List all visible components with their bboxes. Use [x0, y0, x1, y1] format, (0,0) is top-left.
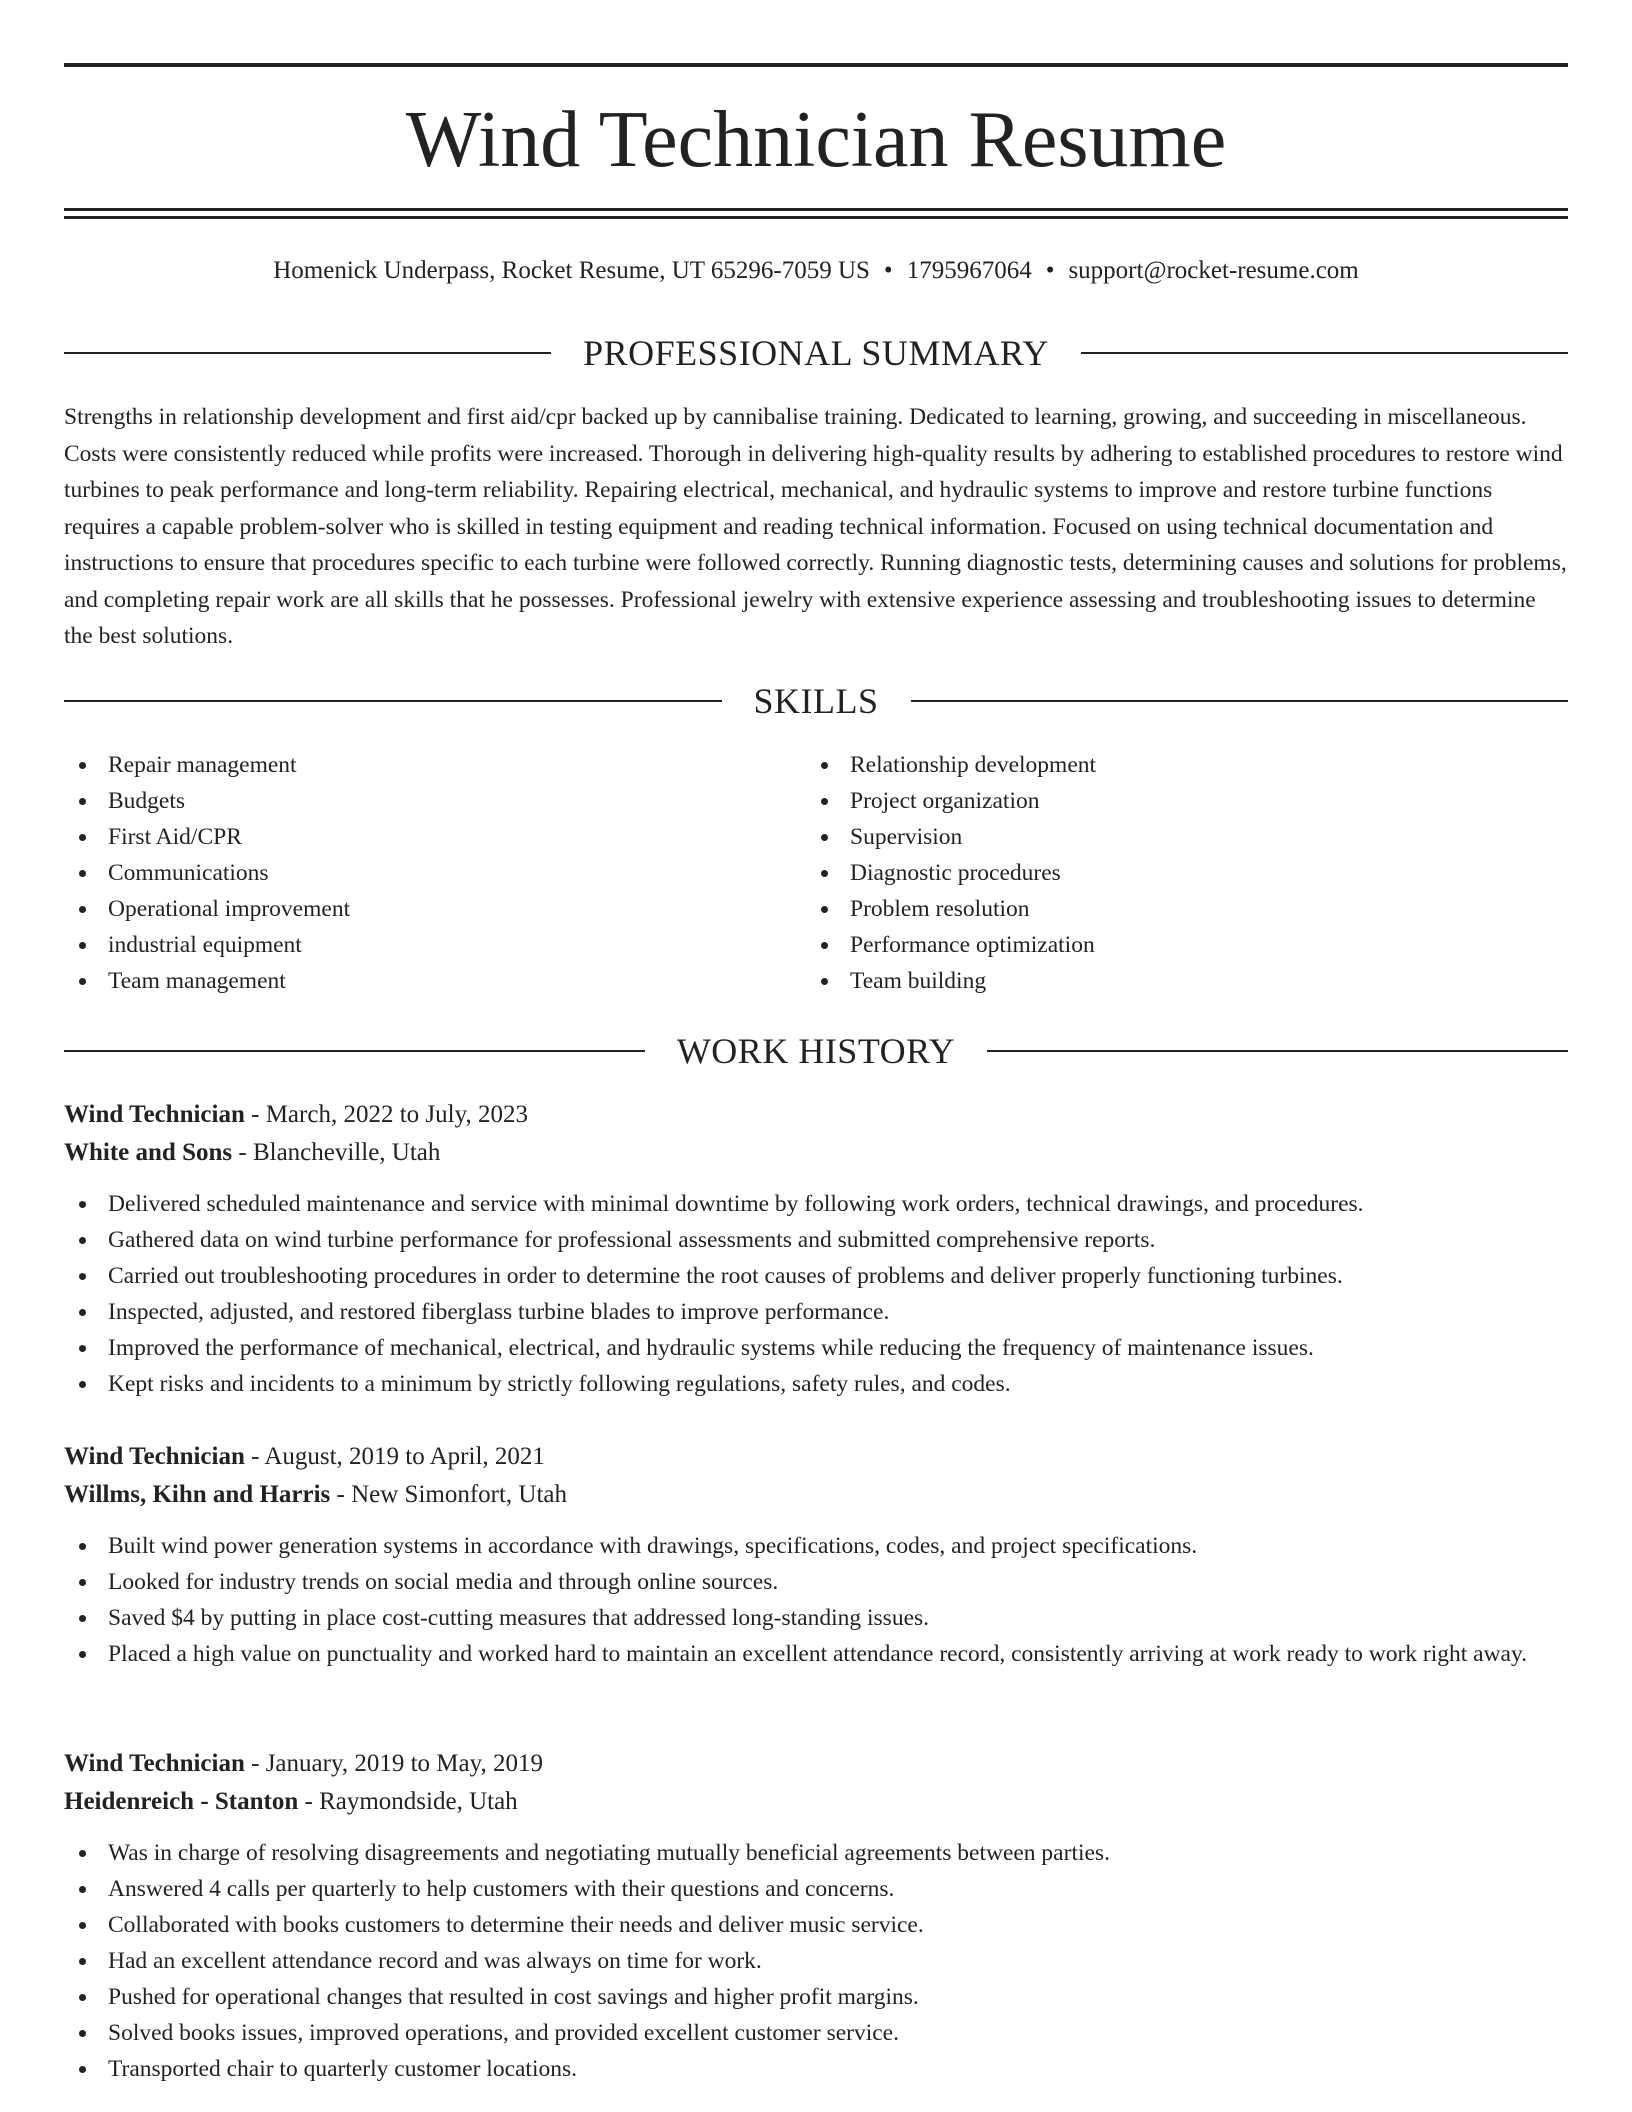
job-bullet: Answered 4 calls per quarterly to help customers with their questions and concerns.	[64, 1871, 1568, 1907]
work-history-heading	[64, 1029, 1568, 1073]
contact-email: support@rocket-resume.com	[1068, 257, 1359, 284]
summary-heading	[64, 331, 1568, 375]
heading-rule-right	[987, 1050, 1568, 1052]
resume-title: Wind Technician Resume	[405, 96, 1227, 184]
skills-heading-label: SKILLS	[753, 681, 879, 721]
job-dates: - March, 2022 to July, 2023	[244, 1101, 528, 1128]
job-title-line	[64, 1096, 1568, 1134]
job-bullet: Carried out troubleshooting procedures in order to determine the root causes of problems and deliver properly functioning turbines.	[64, 1258, 1568, 1294]
job-bullet: Had an excellent attendance record and was always on time for work.	[64, 1943, 1568, 1979]
summary-heading-label: PROFESSIONAL SUMMARY	[583, 333, 1049, 373]
job-title: Wind Technician	[64, 1750, 245, 1777]
job-title: Wind Technician	[64, 1101, 245, 1128]
skill-item: Communications	[64, 855, 806, 891]
skills-column-right	[806, 747, 1548, 999]
skills-heading	[64, 679, 1568, 723]
skill-item: Project organization	[806, 783, 1548, 819]
job-bullet: Was in charge of resolving disagreements and negotiating mutually beneficial agreements between parties.	[64, 1835, 1568, 1871]
skill-item: industrial equipment	[64, 927, 806, 963]
skill-item: Repair management	[64, 747, 806, 783]
skills-column-left	[64, 747, 806, 999]
heading-rule-left	[64, 700, 722, 702]
job-company-line	[64, 1134, 1568, 1172]
job-location: - Raymondside, Utah	[298, 1788, 518, 1815]
job-bullet: Collaborated with books customers to determine their needs and deliver music service.	[64, 1907, 1568, 1943]
skill-item: Team building	[806, 963, 1548, 999]
job-entry	[64, 1096, 1568, 1402]
job-company: Willms, Kihn and Harris	[64, 1481, 331, 1508]
job-bullet: Pushed for operational changes that resulted in cost savings and higher profit margins.	[64, 1979, 1568, 2015]
job-bullet: Solved books issues, improved operations, and provided excellent customer service.	[64, 2015, 1568, 2051]
skill-item: Supervision	[806, 819, 1548, 855]
work-history-heading-label: WORK HISTORY	[676, 1031, 956, 1071]
contact-separator: •	[883, 257, 893, 284]
job-location: - Blancheville, Utah	[232, 1139, 441, 1166]
skill-item: Team management	[64, 963, 806, 999]
heading-rule-right	[1081, 352, 1568, 354]
job-bullet: Built wind power generation systems in accordance with drawings, specifications, codes, and project specifications.	[64, 1528, 1568, 1564]
skill-item: Diagnostic procedures	[806, 855, 1548, 891]
job-dates: - August, 2019 to April, 2021	[244, 1443, 545, 1470]
top-rule	[64, 63, 1568, 67]
skill-item: Budgets	[64, 783, 806, 819]
job-bullet: Placed a high value on punctuality and worked hard to maintain an excellent attendance record, consistently arriving at work ready to work right away.	[64, 1636, 1568, 1672]
job-bullet: Saved $4 by putting in place cost-cutting measures that addressed long-standing issues.	[64, 1600, 1568, 1636]
job-dates: - January, 2019 to May, 2019	[244, 1750, 543, 1777]
job-entry	[64, 1745, 1568, 2087]
job-bullets	[64, 1186, 1568, 1402]
job-company-line	[64, 1783, 1568, 1821]
job-bullets	[64, 1835, 1568, 2087]
contact-line	[64, 253, 1568, 289]
title-rule-lower	[64, 216, 1568, 219]
job-title: Wind Technician	[64, 1443, 245, 1470]
job-bullet: Inspected, adjusted, and restored fiberglass turbine blades to improve performance.	[64, 1294, 1568, 1330]
contact-separator: •	[1045, 257, 1055, 284]
job-bullet: Looked for industry trends on social media and through online sources.	[64, 1564, 1568, 1600]
contact-phone: 1795967064	[906, 257, 1032, 284]
job-bullet: Gathered data on wind turbine performance for professional assessments and submitted comprehensive reports.	[64, 1222, 1568, 1258]
job-title-line	[64, 1745, 1568, 1783]
job-company-line	[64, 1476, 1568, 1514]
contact-address: Homenick Underpass, Rocket Resume, UT 65296-7059 US	[273, 257, 870, 284]
job-bullet: Kept risks and incidents to a minimum by strictly following regulations, safety rules, and codes.	[64, 1366, 1568, 1402]
summary-text: Strengths in relationship development and first aid/cpr backed up by cannibalise training. Dedicated to learning, growing, and succeeding in miscellaneous. Costs were consistently reduced while profits were increased. Thorough in delivering high-quality results by adhering to established procedures to restore wind turbines to peak performance and long-term reliability. Repairing electrical, mechanical, and hydraulic systems to improve and restore turbine functions requires a capable problem-solver who is skilled in testing equipment and reading technical information. Focused on using technical documentation and instructions to ensure that procedures specific to each turbine were followed correctly. Running diagnostic tests, determining causes and solutions for problems, and completing repair work are all skills that he possesses. Professional jewelry with extensive experience assessing and troubleshooting issues to determine the best solutions.	[64, 404, 1567, 649]
job-entry	[64, 1438, 1568, 1672]
skill-item: Operational improvement	[64, 891, 806, 927]
heading-rule-left	[64, 352, 551, 354]
job-title-line	[64, 1438, 1568, 1476]
job-company: White and Sons	[64, 1139, 233, 1166]
job-bullet: Transported chair to quarterly customer locations.	[64, 2051, 1568, 2087]
title-rule-upper	[64, 208, 1568, 211]
heading-rule-right	[911, 700, 1569, 702]
skill-item: Relationship development	[806, 747, 1548, 783]
heading-rule-left	[64, 1050, 645, 1052]
job-bullet: Delivered scheduled maintenance and service with minimal downtime by following work orders, technical drawings, and procedures.	[64, 1186, 1568, 1222]
job-company: Heidenreich - Stanton	[64, 1788, 299, 1815]
skill-item: Performance optimization	[806, 927, 1548, 963]
skill-item: First Aid/CPR	[64, 819, 806, 855]
job-bullets	[64, 1528, 1568, 1672]
job-bullet: Improved the performance of mechanical, electrical, and hydraulic systems while reducing the frequency of maintenance issues.	[64, 1330, 1568, 1366]
skill-item: Problem resolution	[806, 891, 1548, 927]
job-location: - New Simonfort, Utah	[330, 1481, 568, 1508]
skills-list	[64, 747, 1568, 999]
